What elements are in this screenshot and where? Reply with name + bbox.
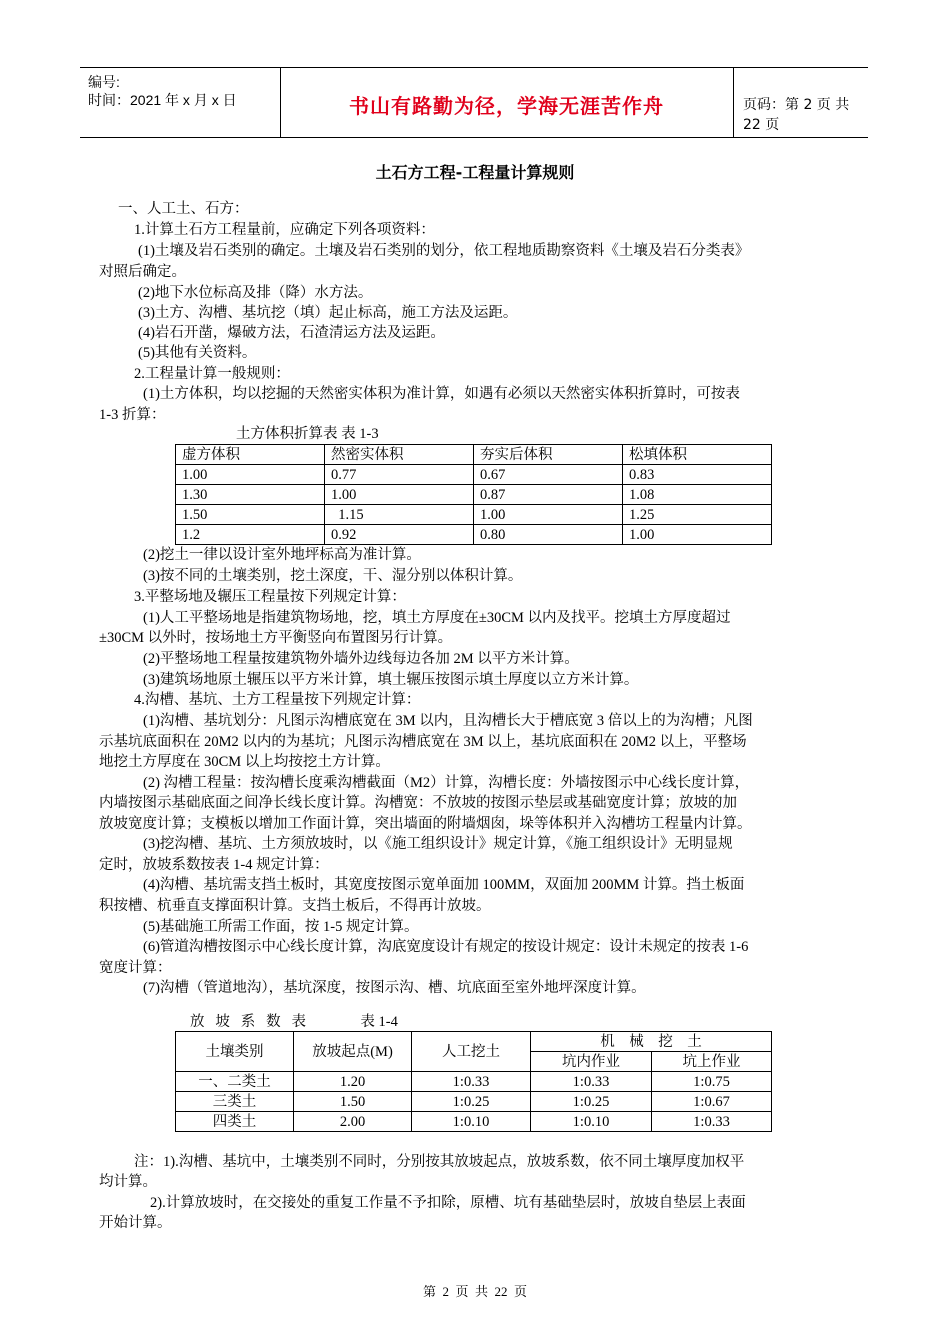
- table-cell: 1.2: [176, 525, 325, 545]
- note-line: 均计算。: [99, 1174, 157, 1190]
- paragraph-line: 内墙按图示基础底面之间净长线长度计算。沟槽宽：不放坡的按图示垫层或基础宽度计算；放坡的加: [99, 795, 737, 811]
- table-cell: 1:0.10: [531, 1112, 652, 1132]
- table-row: [176, 525, 772, 545]
- table-cell: 1:0.10: [412, 1112, 531, 1132]
- paragraph-line: (5)基础施工所需工作面，按 1-5 规定计算。: [143, 919, 419, 935]
- table-1-3: [175, 444, 772, 545]
- paragraph-line: 3.平整场地及辗压工程量按下列规定计算：: [134, 589, 406, 605]
- paragraph-line: 示基坑底面积在 20M2 以内的为基坑；凡图示沟槽底宽在 3M 以上，基坑底面积在 20M2 以上，平整场: [99, 734, 747, 750]
- table-header-cell: 然密实体积: [325, 445, 474, 465]
- paragraph-line: (1)土壤及岩石类别的确定。土壤及岩石类别的划分，依工程地质勘察资料《土壤及岩石分类表》: [138, 243, 750, 259]
- table-cell: 1.15: [325, 505, 474, 525]
- page-header: [80, 67, 868, 138]
- time-label: 时间：2021 年 x 月 x 日: [88, 92, 237, 108]
- table-cell: 1.30: [176, 485, 325, 505]
- table-cell: 1.50: [176, 505, 325, 525]
- table-cell: 一、二类土: [176, 1072, 294, 1092]
- paragraph-line: (2) 沟槽工程量：按沟槽长度乘沟槽截面（M2）计算，沟槽长度：外墙按图示中心线长度计算，: [143, 775, 750, 791]
- table-header-cell: 土壤类别: [176, 1032, 294, 1072]
- note-line: 注：1).沟槽、基坑中，土壤类别不同时，分别按其放坡起点，放坡系数，依不同土壤厚度加权平: [134, 1154, 745, 1170]
- motto: 书山有路勤为径，学海无涯苦作舟: [349, 94, 664, 118]
- header-page-cell: [733, 68, 868, 137]
- table-row: [176, 1112, 772, 1132]
- table-header-row: [176, 1032, 772, 1052]
- table-cell: 0.87: [474, 485, 623, 505]
- table-header-cell: 虚方体积: [176, 445, 325, 465]
- paragraph-line: (4)沟槽、基坑需支挡土板时，其宽度按图示宽单面加 100MM，双面加 200MM 计算。挡土板面: [143, 877, 745, 893]
- paragraph-line: (6)管道沟槽按图示中心线长度计算，沟底宽度设计有规定的按设计规定：设计未规定的按表 1-6: [143, 939, 749, 955]
- table-cell: 0.83: [623, 465, 772, 485]
- table-row: [176, 1092, 772, 1112]
- table-row: [176, 505, 772, 525]
- table-cell: 1:0.25: [412, 1092, 531, 1112]
- table-cell: 2.00: [294, 1112, 412, 1132]
- table-cell: 四类土: [176, 1112, 294, 1132]
- table-row: [176, 485, 772, 505]
- paragraph-line: 一、人工土、石方：: [118, 201, 249, 217]
- table-cell: 1.50: [294, 1092, 412, 1112]
- paragraph-line: 4.沟槽、基坑、土方工程量按下列规定计算：: [134, 692, 421, 708]
- table-cell: 1:0.25: [531, 1092, 652, 1112]
- paragraph-line: (5)其他有关资料。: [138, 345, 257, 361]
- paragraph-line: 放坡宽度计算；支模板以增加工作面计算，突出墙面的附墙烟囱，垛等体积并入沟槽坊工程量内计算。: [99, 816, 752, 832]
- paragraph-line: 对照后确定。: [99, 264, 186, 280]
- page-code: 页码：第 2 页 共 22 页: [743, 97, 850, 133]
- paragraph-line: (1)沟槽、基坑划分：凡图示沟槽底宽在 3M 以内，且沟槽长大于槽底宽 3 倍以上的为沟槽；凡图: [143, 713, 753, 729]
- header-meta-cell: [80, 68, 281, 137]
- paragraph-line: (2)平整场地工程量按建筑物外墙外边线每边各加 2M 以平方米计算。: [143, 651, 579, 667]
- table-cell: 0.77: [325, 465, 474, 485]
- table-cell: 1.00: [176, 465, 325, 485]
- table-cell: 1.00: [623, 525, 772, 545]
- table-1-4: [175, 1031, 772, 1132]
- header-motto-cell: [280, 68, 734, 137]
- table-cell: 1:0.33: [531, 1072, 652, 1092]
- note-line: 开始计算。: [99, 1215, 172, 1231]
- table-header-cell: 夯实后体积: [474, 445, 623, 465]
- paragraph-line: (2)地下水位标高及排（降）水方法。: [138, 285, 373, 301]
- paragraph-line: 宽度计算：: [99, 960, 172, 976]
- table-cell: 1:0.75: [652, 1072, 772, 1092]
- document-title: 土石方工程-工程量计算规则: [375, 163, 575, 182]
- table-1-3-caption: 土方体积折算表 表 1-3: [236, 426, 379, 442]
- table-header-cell: 松填体积: [623, 445, 772, 465]
- table-cell: 0.92: [325, 525, 474, 545]
- paragraph-line: 1.计算土石方工程量前，应确定下列各项资料：: [134, 222, 435, 238]
- paragraph-line: 定时，放坡系数按表 1-4 规定计算：: [99, 857, 329, 873]
- number-label: 编号:: [88, 74, 120, 90]
- paragraph-line: (2)挖土一律以设计室外地坪标高为准计算。: [143, 547, 421, 563]
- paragraph-line: 2.工程量计算一般规则：: [134, 366, 290, 382]
- table-row: [176, 465, 772, 485]
- paragraph-line: ±30CM 以外时，按场地土方平衡竖向布置图另行计算。: [99, 630, 453, 646]
- table-cell: 1.00: [325, 485, 474, 505]
- table-cell: 1:0.33: [652, 1112, 772, 1132]
- note-line: 2).计算放坡时，在交接处的重复工作量不予扣除，原槽、坑有基础垫层时，放坡自垫层上表面: [150, 1195, 746, 1211]
- table-header-cell: 坑内作业: [531, 1052, 652, 1072]
- table-1-4-caption: 放 坡 系 数 表 表 1-4: [190, 1014, 398, 1030]
- paragraph-line: (3)按不同的土壤类别，挖土深度，干、湿分别以体积计算。: [143, 568, 523, 584]
- paragraph-line: (3)土方、沟槽、基坑挖（填）起止标高，施工方法及运距。: [138, 305, 518, 321]
- paragraph-line: 1-3 折算：: [99, 407, 166, 423]
- table-cell: 0.67: [474, 465, 623, 485]
- paragraph-line: (3)建筑场地原土辗压以平方米计算，填土辗压按图示填土厚度以立方米计算。: [143, 672, 639, 688]
- table-header-cell: 放坡起点(M): [294, 1032, 412, 1072]
- table-cell: 1.25: [623, 505, 772, 525]
- paragraph-line: (3)挖沟槽、基坑、土方须放坡时，以《施工组织设计》规定计算，《施工组织设计》无明显规: [143, 836, 733, 852]
- paragraph-line: (1)人工平整场地是指建筑物场地，挖，填土方厚度在±30CM 以内及找平。挖填土方厚度超过: [143, 610, 731, 626]
- table-cell: 三类土: [176, 1092, 294, 1112]
- table-cell: 0.80: [474, 525, 623, 545]
- table-header-cell: 机 械 挖 土: [531, 1032, 772, 1052]
- table-header-cell: 坑上作业: [652, 1052, 772, 1072]
- table-cell: 1:0.33: [412, 1072, 531, 1092]
- paragraph-line: (4)岩石开凿，爆破方法，石渣清运方法及运距。: [138, 325, 445, 341]
- table-cell: 1.20: [294, 1072, 412, 1092]
- table-row: [176, 1072, 772, 1092]
- table-cell: 1:0.67: [652, 1092, 772, 1112]
- table-cell: 1.00: [474, 505, 623, 525]
- table-header-row: [176, 445, 772, 465]
- paragraph-line: 积按槽、杭垂直支撑面积计算。支挡土板后，不得再计放坡。: [99, 898, 491, 914]
- table-cell: 1.08: [623, 485, 772, 505]
- paragraph-line: (7)沟槽（管道地沟），基坑深度，按图示沟、槽、坑底面至室外地坪深度计算。: [143, 980, 646, 996]
- page-footer: 第 2 页 共 22 页: [422, 1284, 527, 1299]
- table-header-cell: 人工挖土: [412, 1032, 531, 1072]
- paragraph-line: (1)土方体积，均以挖掘的天然密实体积为准计算，如遇有必须以天然密实体积折算时，可按表: [143, 386, 740, 402]
- paragraph-line: 地挖土方厚度在 30CM 以上均按挖土方计算。: [99, 754, 390, 770]
